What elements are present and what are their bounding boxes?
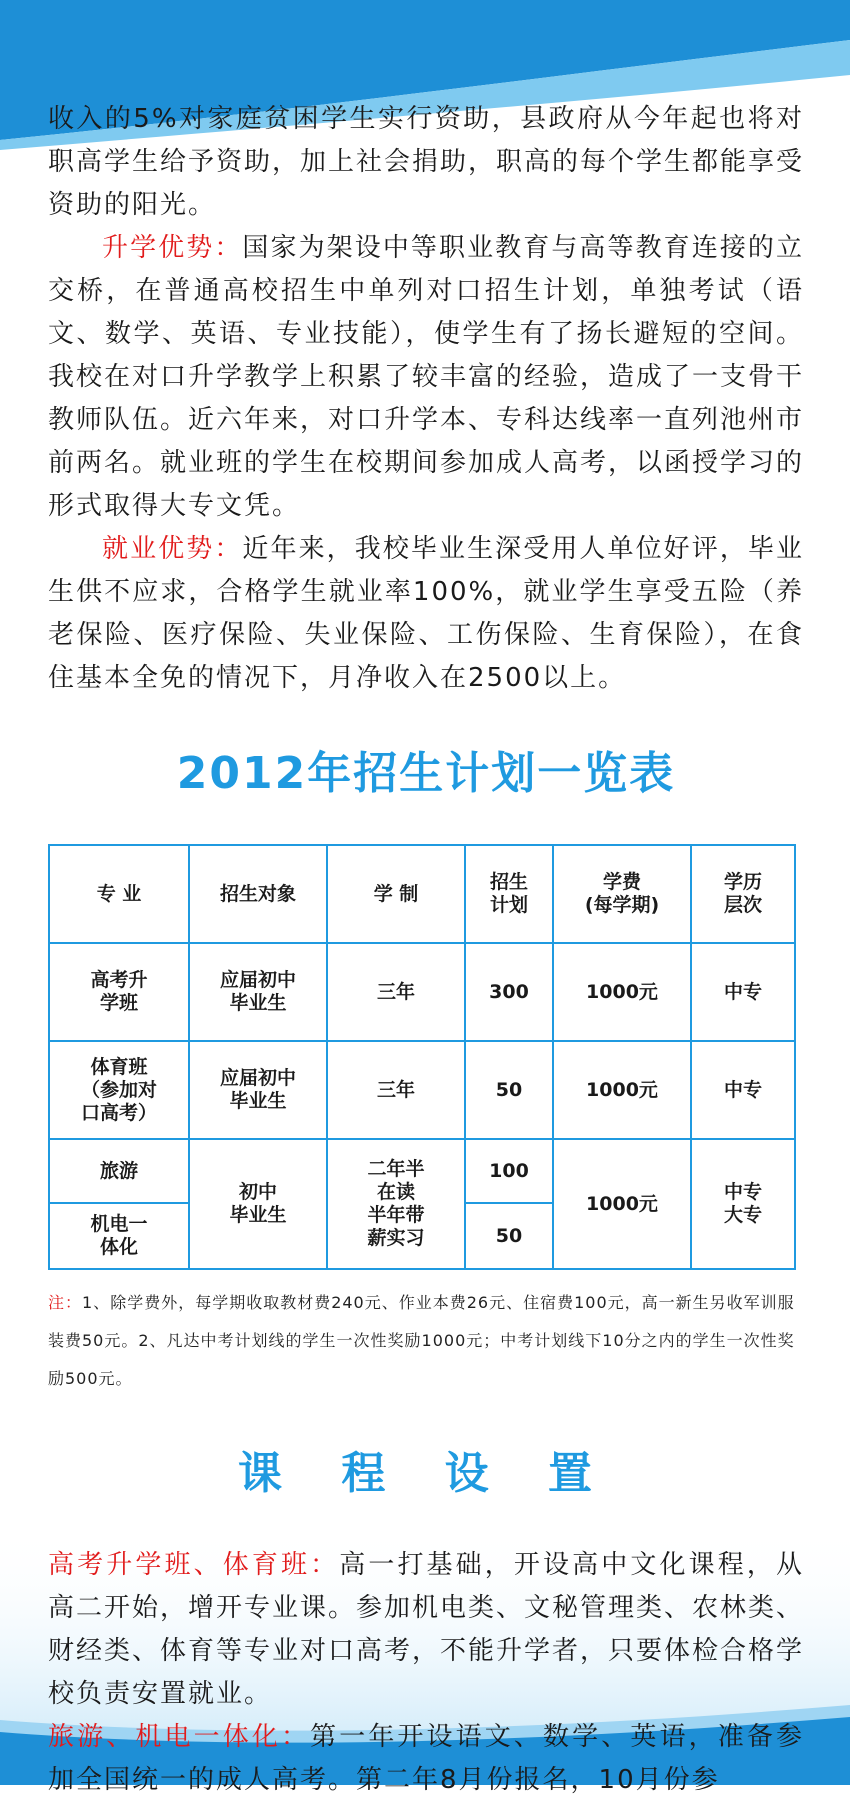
cell-duration: 二年半 在读 半年带 薪实习 [327,1139,465,1269]
cell-quota: 100 [465,1139,553,1203]
cell-quota: 300 [465,943,553,1041]
cell-major: 高考升 学班 [49,943,189,1041]
cell-target: 应届初中 毕业生 [189,1041,327,1139]
course-label: 旅游、机电一体化： [48,1722,311,1752]
intro-paragraph: 收入的5%对家庭贫困学生实行资助，县政府从今年起也将对职高学生给予资助，加上社会捐助，职高的每个学生都能享受资助的阳光。 [48,104,805,220]
cell-fee: 1000元 [553,943,691,1041]
plan-title: 2012年招生计划一览表 [176,748,676,799]
table-row [49,1041,795,1139]
cell-fee: 1000元 [553,1041,691,1139]
cell-target: 初中 毕业生 [189,1139,327,1269]
advantage-paragraph-admission [48,227,804,528]
header-target: 招生对象 [189,845,327,943]
cell-major: 体育班 （参加对 口高考） [49,1041,189,1139]
course-text: 第一年开设语文、数学、英语，准备参加全国统一的成人高考。第二年8月份报名，10月份参 [48,1722,804,1795]
cell-duration: 三年 [327,943,465,1041]
advantage-label-admission: 升学优势： [102,233,243,263]
cell-level: 中专 [691,943,795,1041]
note-text: 1、除学费外，每学期收取教材费240元、作业本费26元、住宿费100元，高一新生另收军训服装费50元。2、凡达中考计划线的学生一次性奖励1000元；中考计划线下10分之内的学生一次性奖励500元。 [48,1293,795,1388]
cell-quota: 50 [465,1041,553,1139]
header-fee: 学费 (每学期) [553,845,691,943]
cell-level: 中专 大专 [691,1139,795,1269]
course-text: 高一打基础，开设高中文化课程，从高二开始，增开专业课。参加机电类、文秘管理类、农林类、财经类、体育等专业对口高考，不能升学者，只要体检合格学校负责安置就业。 [48,1550,805,1709]
course-label: 高考升学班、体育班： [48,1550,340,1580]
cell-major: 机电一 体化 [49,1203,189,1269]
header-duration: 学 制 [327,845,465,943]
cell-target: 应届初中 毕业生 [189,943,327,1041]
enrollment-plan-table [48,844,796,1270]
advantage-text-employment: 近年来，我校毕业生深受用人单位好评，毕业生供不应求，合格学生就业率100%，就业学生享受五险（养老保险、医疗保险、失业保险、工伤保险、生育保险），在食住基本全免的情况下，月净收入在2500以上。 [48,534,804,693]
course-paragraph [48,1544,804,1716]
table-row [49,1139,795,1203]
table-row [49,943,795,1041]
course-paragraph [48,1716,804,1802]
cell-level: 中专 [691,1041,795,1139]
cell-major: 旅游 [49,1139,189,1203]
advantage-paragraph-employment [48,528,804,700]
advantage-text-admission: 国家为架设中等职业教育与高等教育连接的立交桥，在普通高校招生中单列对口招生计划，单独考试（语文、数学、英语、专业技能），使学生有了扬长避短的空间。我校在对口升学教学上积累了较丰富的经验，造成了一支骨干教师队伍。近六年来，对口升学本、专科达线率一直列池州市前两名。就业班的学生在校期间参加成人高考，以函授学习的形式取得大专文凭。 [48,233,805,521]
main-content [48,98,804,1802]
advantage-label-employment: 就业优势： [102,534,243,564]
table-header-row [49,845,795,943]
cell-quota: 50 [465,1203,553,1269]
cell-duration: 三年 [327,1041,465,1139]
course-title: 课 程 设 置 [238,1448,614,1499]
cell-fee: 1000元 [553,1139,691,1269]
header-level: 学历 层次 [691,845,795,943]
plan-note [48,1284,804,1398]
header-major: 专 业 [49,845,189,943]
header-quota: 招生 计划 [465,845,553,943]
note-label: 注： [48,1293,83,1312]
